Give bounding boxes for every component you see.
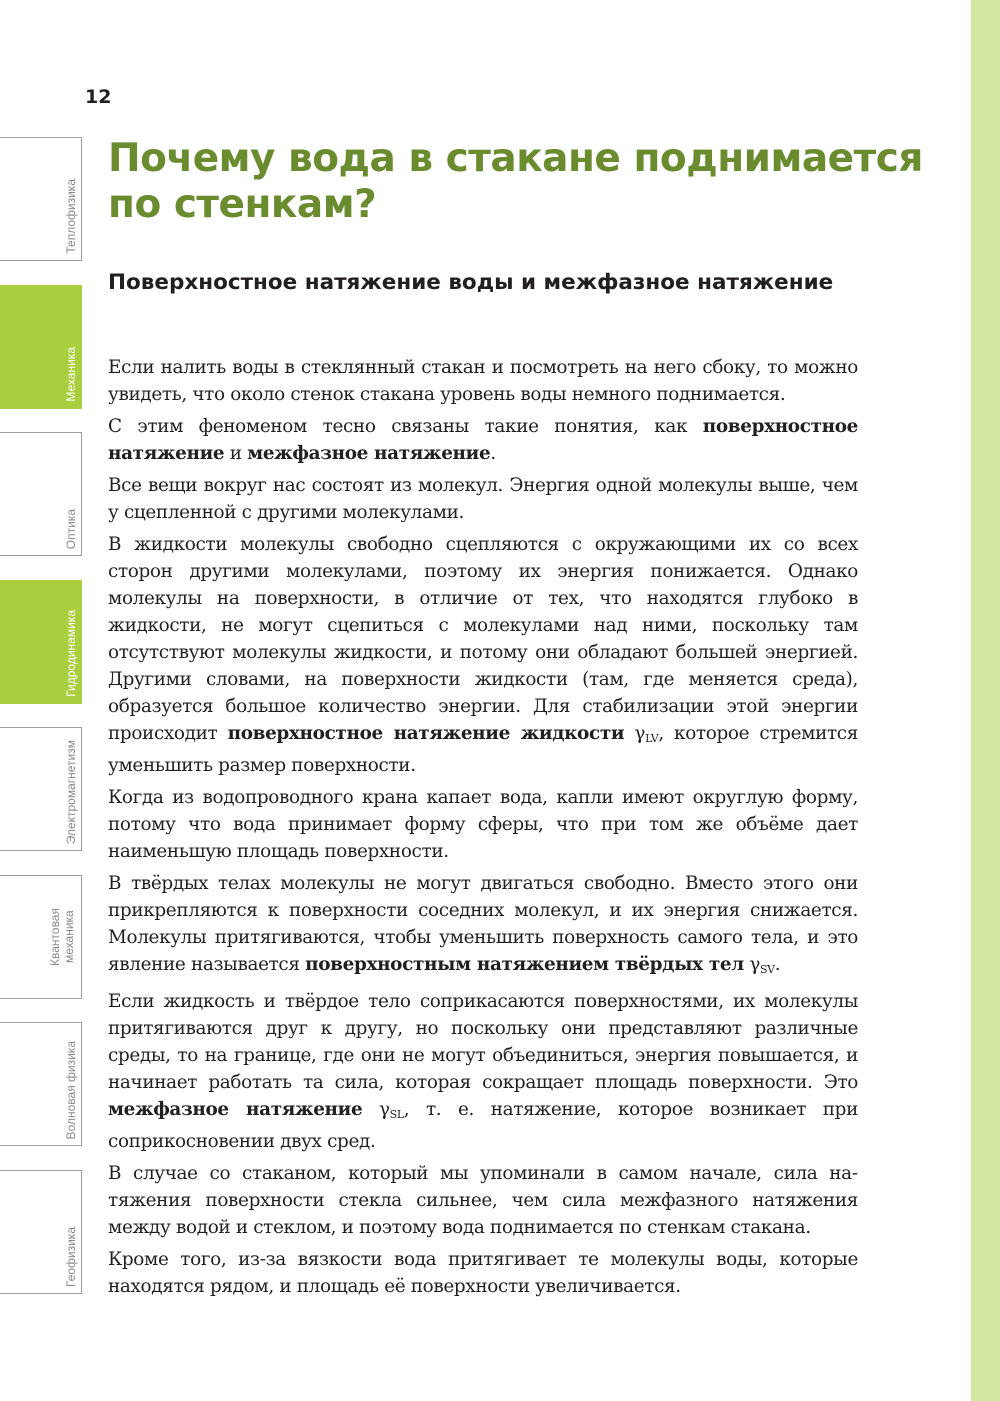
term-bold: поверхностным натяжением твёрдых тел	[305, 954, 744, 975]
side-tab-quantum-mechanics[interactable]	[0, 875, 82, 999]
side-tab-label: Механика	[64, 347, 78, 402]
term-bold: межфазное натяжение	[247, 443, 491, 464]
paragraph: Когда из водопроводного крана капает вода, капли имеют округлую форму, потому что вода принимает форму сферы, что при том же объёме дает наименьшую площадь поверхности.	[108, 787, 858, 862]
subscript: LV	[645, 732, 659, 745]
gamma-symbol: γ	[624, 723, 646, 744]
side-tab-label: Квантовая механика	[48, 908, 76, 966]
term-bold: поверхностное натяжение жидкости	[227, 723, 625, 744]
paragraph: Если налить воды в стеклянный стакан и посмотреть на него сбоку, то можно увидеть, что около стенок стакана уровень воды немного поднимается.	[108, 357, 858, 405]
gamma-symbol: γ	[743, 954, 760, 975]
side-tab-mechanics[interactable]	[0, 285, 82, 409]
paragraph: Если жидкость и твёрдое тело соприкасаются поверхностями, их молекулы притягиваются друг к другу, но поскольку они представляют различные среды, то на границе, где они не могут объединиться, энергия повышается, и начинает работать та сила, которая сокращает площадь поверхности. Это межфазное натяжение $\gamma_{SL}$, т. е. натяжение, которое возникает при соприкосновении двух сред.	[108, 991, 858, 1152]
term-bold: межфазное натяжение	[108, 1099, 363, 1120]
paragraph: В случае со стаканом, который мы упоминали в самом начале, сила натяжения поверхности стекла сильнее, чем сила межфазного натяжения между водой и стеклом, и поэтому вода поднимается по стенкам стакана.	[108, 1163, 858, 1238]
page-title: Почему вода в стакане поднимается по стенкам?	[108, 136, 923, 227]
paragraph: Все вещи вокруг нас состоят из молекул. Энергия одной молекулы выше, чем у сцепленной с другими молекулами.	[108, 475, 858, 523]
side-tab-label: Электромагнетизм	[64, 739, 78, 844]
paragraph: В твёрдых телах молекулы не могут двигаться свободно. Вместо этого они прикрепляются к поверхности соседних молекул, и их энергия снижается. Молекулы притягиваются, чтобы уменьшить поверхность самого тела, и это явление называется поверхностным натяжением твёрдых тел $\gamma_{SV}$.	[108, 873, 858, 976]
paragraph: В жидкости молекулы свободно сцепляются с окружающими их со всех сторон другими молекулами, поэтому их энергия понижается. Однако молекулы на поверхности, в отличие от тех, что находятся глубоко в жидкости, не могут сцепиться с молекулами над ними, поскольку там отсутствуют молекулы жидкости, и потому они обладают большей энергией. Другими словами, на поверхности жидкости (там, где меняется среда), образуется большое количество энергии. Для стабилизации этой энергии происходит поверхностное натяжение жидкости $\gamma_{LV}$, которое стремится уменьшить размер поверхности.	[108, 534, 858, 776]
paragraph: С этим феноменом тесно связаны такие понятия, как поверхностное натяжение и межфазное натяжение.	[108, 416, 858, 464]
side-tab-label: Оптика	[64, 508, 78, 549]
term-bold: поверхностное натяжение	[108, 416, 858, 464]
page-subtitle: Поверхностное натяжение воды и межфазное натяжение	[108, 270, 834, 295]
side-tab-wave-physics[interactable]	[0, 1022, 82, 1146]
subscript: SL	[389, 1108, 404, 1121]
side-tab-label: Гидродинамика	[64, 610, 78, 697]
right-edge-strip	[971, 0, 1000, 1401]
side-tab-label: Волновая физика	[64, 1040, 78, 1139]
gamma-symbol: γ	[362, 1099, 390, 1120]
side-tab-optics[interactable]	[0, 432, 82, 556]
subscript: SV	[759, 963, 775, 976]
side-tab-label: Геофизика	[64, 1226, 78, 1287]
article-body	[108, 354, 858, 1305]
side-tab-label: Теплофизика	[64, 179, 78, 254]
paragraph: Кроме того, из-за вязкости вода притягивает те молекулы воды, которые находятся рядом, и площадь её поверхности увеличивается.	[108, 1249, 858, 1297]
page-number: 12	[85, 86, 112, 108]
side-tab-geophysics[interactable]	[0, 1170, 82, 1294]
side-tab-hydrodynamics[interactable]	[0, 580, 82, 704]
side-tab-thermophysics[interactable]	[0, 137, 82, 261]
side-tab-electromagnetism[interactable]	[0, 727, 82, 851]
